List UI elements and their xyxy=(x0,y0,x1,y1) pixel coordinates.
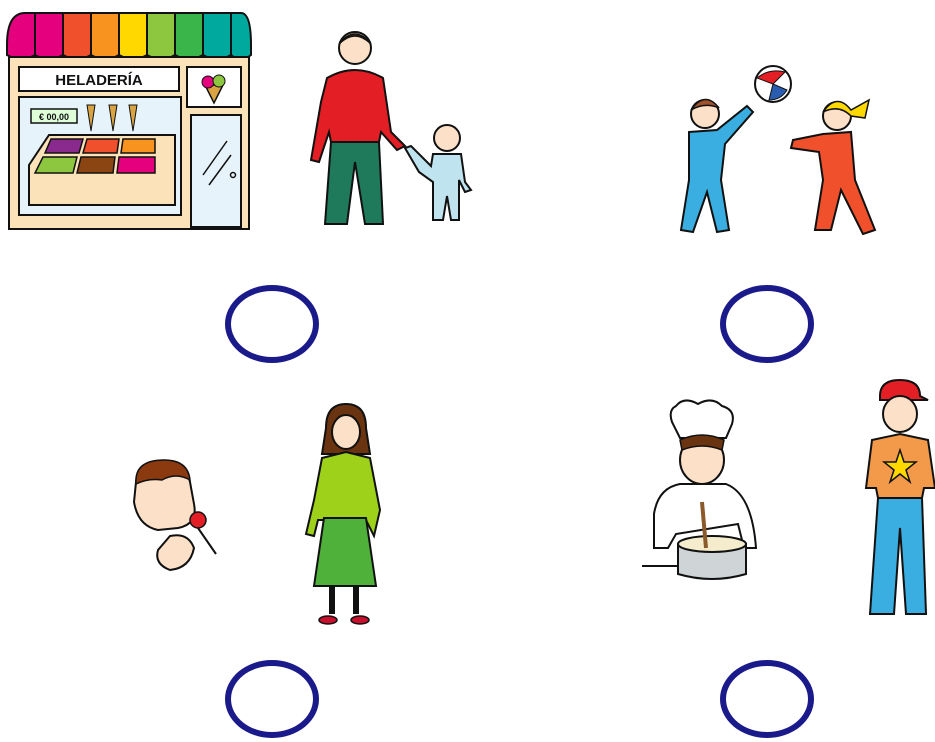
answer-circle-3[interactable] xyxy=(225,660,319,738)
parent-with-child-picture xyxy=(305,22,475,232)
children-playing-ball-picture xyxy=(655,60,890,240)
ice-cream-shop-picture xyxy=(5,5,253,231)
answer-circle-1[interactable] xyxy=(225,285,319,363)
shop-sign-text: HELADERÍA xyxy=(55,72,143,89)
woman-picture xyxy=(300,400,392,630)
boy-smelling-flower-picture xyxy=(128,458,220,573)
answer-circle-2[interactable] xyxy=(720,285,814,363)
cook-stirring-pot-picture xyxy=(640,398,765,584)
boy-with-cap-picture xyxy=(862,378,935,624)
price-tag-text: € 00,00 xyxy=(38,112,70,122)
answer-circle-4[interactable] xyxy=(720,660,814,738)
